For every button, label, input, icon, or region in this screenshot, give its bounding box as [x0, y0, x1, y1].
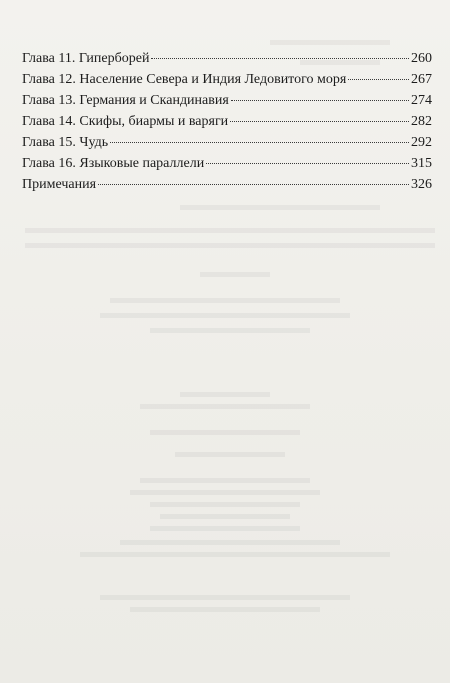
show-through-mark [150, 502, 300, 507]
toc-entry-page: 292 [411, 135, 432, 150]
show-through-mark [100, 595, 350, 600]
table-of-contents [22, 48, 432, 195]
toc-entry [22, 111, 432, 132]
toc-entry-title: Глава 14. Скифы, биармы и варяги [22, 114, 229, 129]
toc-dot-leader [231, 99, 409, 101]
toc-entry-page: 267 [411, 72, 432, 87]
show-through-mark [25, 228, 435, 233]
show-through-mark [160, 514, 290, 519]
show-through-mark [150, 328, 310, 333]
toc-dot-leader [98, 183, 409, 185]
show-through-mark [130, 607, 320, 612]
toc-entry [22, 132, 432, 153]
show-through-mark [270, 40, 390, 45]
toc-dot-leader [348, 78, 409, 80]
toc-entry [22, 90, 432, 111]
toc-entry [22, 174, 432, 195]
toc-dot-leader [151, 57, 409, 59]
toc-dot-leader [206, 162, 409, 164]
show-through-mark [175, 452, 285, 457]
toc-entry [22, 48, 432, 69]
toc-entry-title: Глава 13. Германия и Скандинавия [22, 93, 229, 108]
show-through-mark [80, 552, 390, 557]
show-through-mark [150, 526, 300, 531]
toc-entry-title: Глава 12. Население Севера и Индия Ледовитого моря [22, 72, 347, 87]
show-through-mark [140, 478, 310, 483]
show-through-mark [140, 404, 310, 409]
show-through-mark [130, 490, 320, 495]
toc-entry-title: Глава 15. Чудь [22, 135, 109, 150]
toc-entry-page: 326 [411, 177, 432, 192]
toc-entry-page: 282 [411, 114, 432, 129]
show-through-mark [180, 392, 270, 397]
show-through-mark [200, 272, 270, 277]
toc-entry-title: Примечания [22, 177, 97, 192]
show-through-mark [100, 313, 350, 318]
show-through-mark [150, 430, 300, 435]
toc-entry [22, 69, 432, 90]
toc-dot-leader [110, 141, 409, 143]
show-through-mark [110, 298, 340, 303]
show-through-mark [120, 540, 340, 545]
toc-entry-title: Глава 11. Гиперборей [22, 51, 150, 66]
toc-dot-leader [230, 120, 409, 122]
show-through-mark [25, 243, 435, 248]
toc-entry-page: 260 [411, 51, 432, 66]
toc-entry [22, 153, 432, 174]
toc-entry-page: 315 [411, 156, 432, 171]
toc-entry-page: 274 [411, 93, 432, 108]
toc-entry-title: Глава 16. Языковые параллели [22, 156, 205, 171]
show-through-mark [180, 205, 380, 210]
